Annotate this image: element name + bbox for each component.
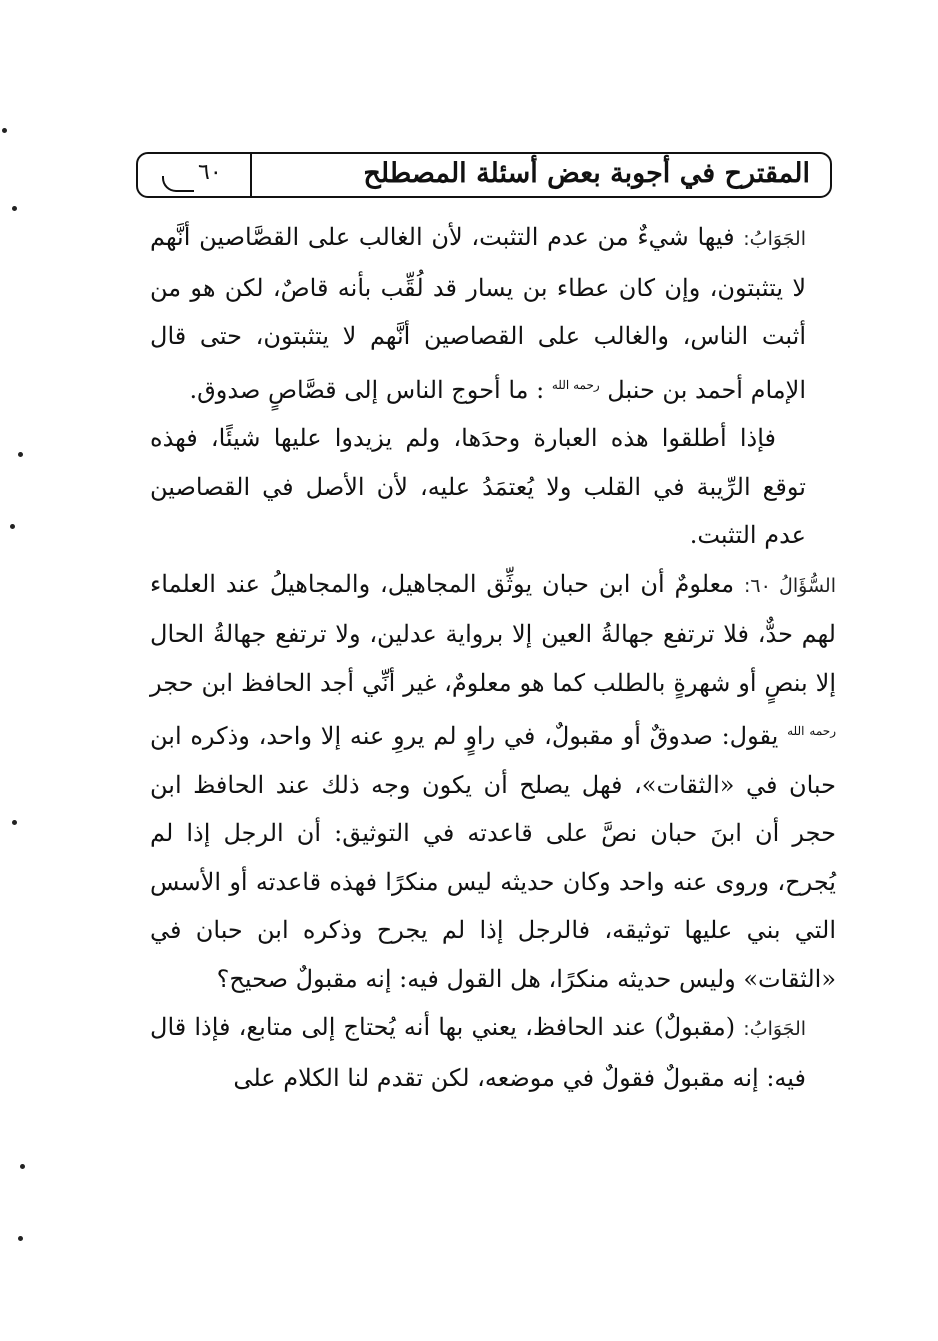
scan-speck	[12, 820, 17, 825]
scan-speck	[10, 524, 15, 529]
body-paragraph	[150, 414, 806, 560]
page-body	[150, 213, 836, 1102]
question-paragraph	[150, 560, 836, 1004]
page-number: ٦٠	[198, 160, 222, 185]
running-header	[136, 152, 832, 198]
answer-paragraph	[150, 213, 806, 414]
paragraph-text: فإذا أطلقوا هذه العبارة وحدَها، ولم يزيدوا عليها شيئًا، فهذه توقع الرِّيبة في القلب ولا يُعتمَدُ عليه، لأن الأصل في القصاصين عدم التثبت.	[150, 424, 806, 549]
scan-speck	[12, 206, 17, 211]
paragraph-text: (مقبولٌ) عند الحافظ، يعني بها أنه يُحتاج إلى متابع، فإذا قال فيه: إنه مقبولٌ فقولٌ في موضعه، لكن تقدم لنا الكلام على	[150, 1013, 806, 1092]
book-title: المقترح في أجوبة بعض أسئلة المصطلح	[363, 158, 810, 189]
scan-speck	[18, 1236, 23, 1241]
header-ornament	[162, 176, 194, 192]
scan-speck	[18, 452, 23, 457]
answer-label: الجَوَابُ:	[743, 228, 806, 250]
honorific-mark: رحمه الله	[787, 724, 836, 738]
header-divider	[250, 152, 252, 198]
honorific-mark: رحمه الله	[551, 377, 600, 392]
paragraph-text-continued: : ما أحوج الناس إلى قصَّاصٍ صدوق.	[189, 375, 545, 404]
paragraph-text: فيها شيءٌ من عدم التثبت، لأن الغالب على القصَّاصين أنَّهم لا يتثبتون، وإن كان عطاء بن يسار قد لُقِّب بأنه قاصٌ، لكن هو من أثبت الناس، والغالب على القصاصين أنَّهم لا يتثبتون، حتى قال الإمام أحمد بن حنبل	[150, 223, 806, 404]
answer-paragraph	[150, 1003, 806, 1102]
answer-label: الجَوَابُ:	[743, 1018, 807, 1040]
question-label: السُّؤَالُ ٦٠:	[743, 574, 836, 597]
scan-speck	[2, 128, 7, 133]
scan-speck	[20, 1164, 25, 1169]
paragraph-text: معلومٌ أن ابن حبان يوثِّق المجاهيل، والمجاهيلُ عند العلماء لهم حدٌّ، فلا ترتفع جهالةُ العين إلا برواية عدلين، ولا ترتفع جهالةُ الحال إلا بنصٍ أو شهرةٍ بالطلب كما هو معلومٌ، غير أنِّي أجد الحافظ ابن حجر	[150, 569, 836, 697]
paragraph-text-continued: يقول: صدوقٌ أو مقبولٌ، في راوٍ لم يروِ عنه إلا واحد، وذكره ابن حبان في «الثقات»، فهل يصلح أن يكون وجه ذلك عند الحافظ ابن حجر أن ابنَ حبان نصَّ على قاعدته في التوثيق: أن الرجل إذا لم يُجرح، وروى عنه واحد وكان حديثه ليس منكرًا فهذه قاعدته أو الأسس التي بني عليها توثيقه، فالرجل إذا لم يجرح وذكره ابن حبان في «الثقات» وليس حديثه منكرًا، هل القول فيه: إنه مقبولٌ صحيح؟	[150, 722, 836, 993]
